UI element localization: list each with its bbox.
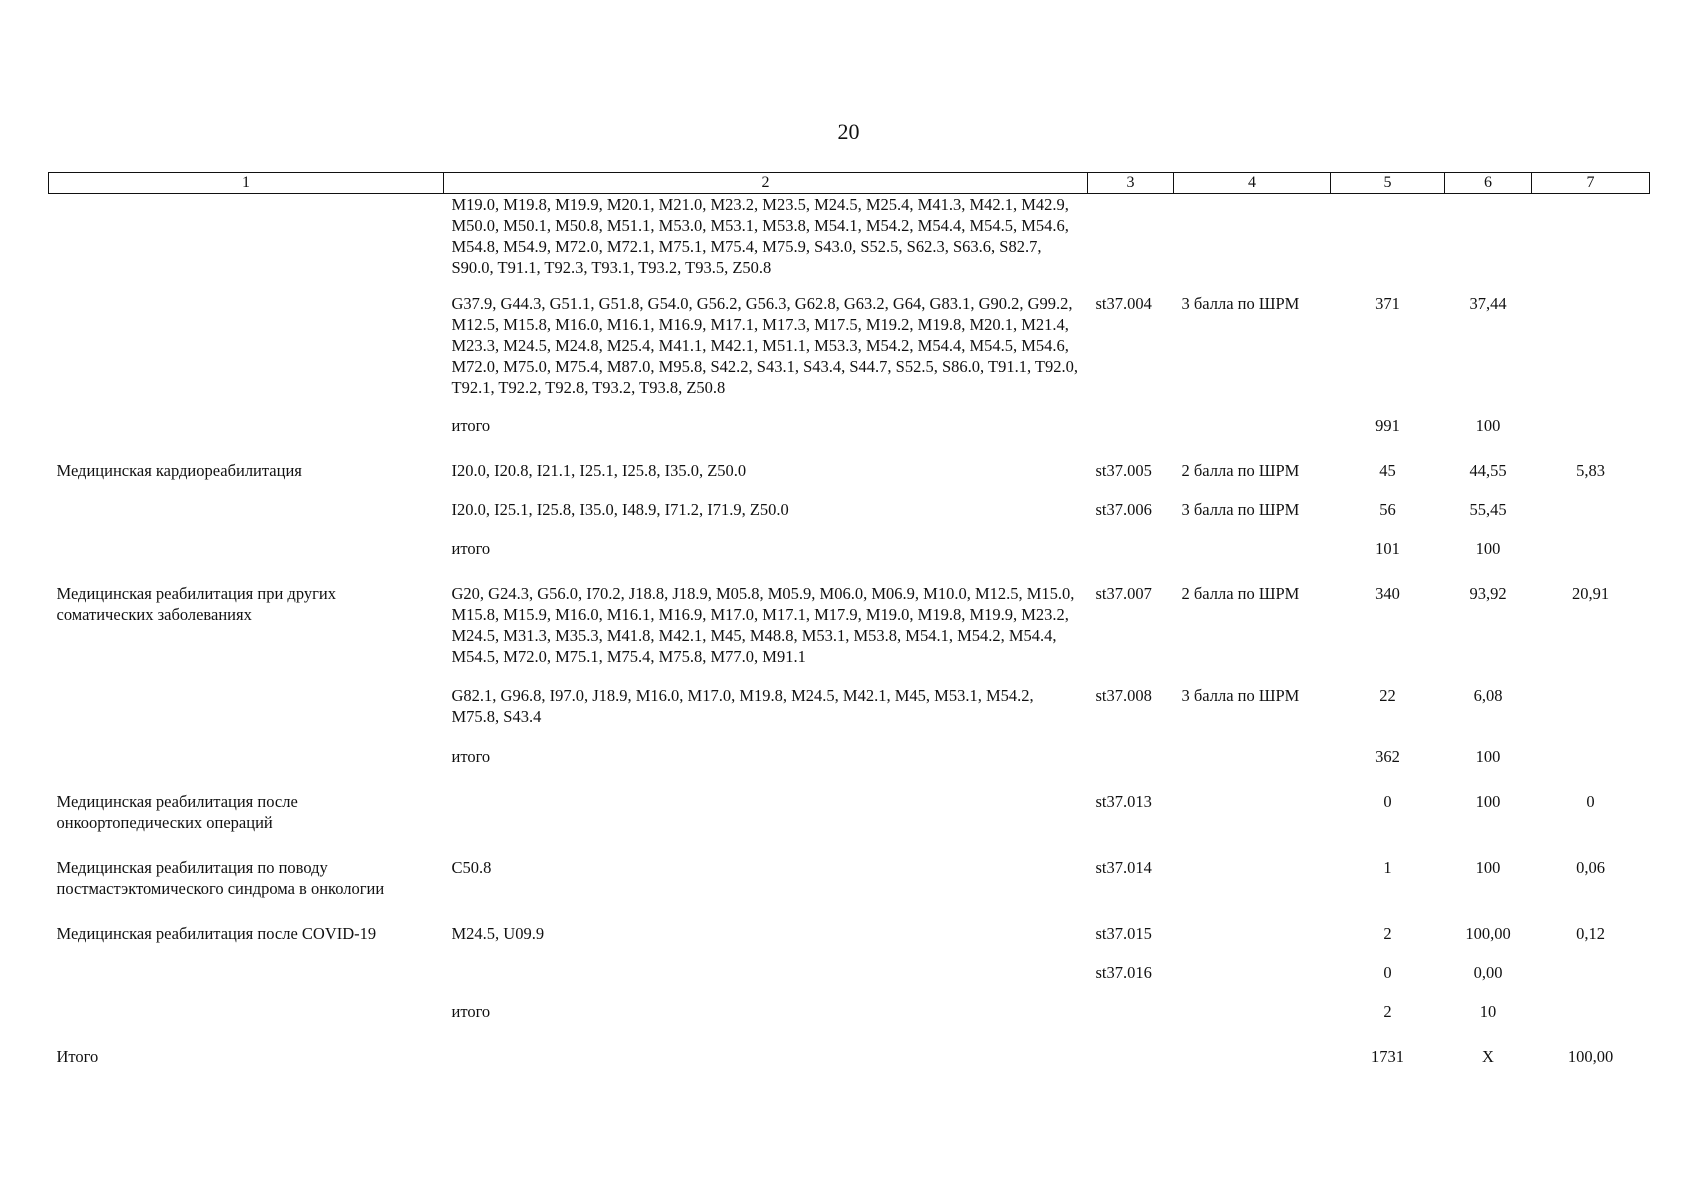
- cell-ksg-code: st37.013: [1095, 791, 1152, 811]
- cell-diagnosis-codes: итого: [451, 746, 491, 766]
- cell-criterion: [1174, 857, 1331, 923]
- cell-share: 37,44: [1469, 293, 1507, 313]
- table-row: [49, 791, 1650, 857]
- cell-criterion: [1174, 923, 1331, 962]
- cell-diagnosis-codes: итого: [451, 1001, 491, 1021]
- cell-ksg-code: st37.006: [1095, 499, 1152, 519]
- cell-criterion: [1174, 194, 1331, 293]
- cell-ksg-code: st37.008: [1095, 685, 1152, 705]
- cell-criterion: [1174, 962, 1331, 1001]
- cell-count: 56: [1379, 499, 1396, 519]
- column-header-7: 7: [1532, 173, 1650, 194]
- table-row: [49, 1046, 1650, 1076]
- cell-diagnosis-codes: [444, 791, 1088, 857]
- cell-diagnosis-codes: [444, 962, 1088, 1001]
- cell-rehab-type: Медицинская реабилитация после онкоортопедических операций: [56, 791, 298, 832]
- cell-rehab-type: Медицинская кардиореабилитация: [56, 460, 302, 480]
- cell-criterion: [1174, 1046, 1331, 1076]
- cell-count: 1731: [1371, 1046, 1404, 1066]
- cell-share: [1445, 194, 1532, 293]
- cell-ksg-code: [1088, 415, 1174, 460]
- cell-rehab-type: [49, 538, 444, 583]
- cell-share: 100: [1475, 746, 1501, 766]
- cell-ksg-code: [1088, 194, 1174, 293]
- cell-ksg-code: st37.014: [1095, 857, 1152, 877]
- cell-rehab-type: [49, 685, 444, 746]
- cell-total-share: [1532, 194, 1650, 293]
- data-table: [48, 172, 1650, 1076]
- cell-share: 100: [1475, 857, 1501, 877]
- table-row: [49, 460, 1650, 499]
- cell-rehab-type: [49, 1001, 444, 1046]
- column-header-2: 2: [444, 173, 1088, 194]
- cell-ksg-code: [1088, 538, 1174, 583]
- cell-share: 0,00: [1473, 962, 1503, 982]
- cell-total-share: [1532, 962, 1650, 1001]
- cell-count: 0: [1383, 962, 1392, 982]
- cell-rehab-type: [49, 962, 444, 1001]
- cell-count: 45: [1379, 460, 1396, 480]
- column-header-3: 3: [1088, 173, 1174, 194]
- cell-ksg-code: [1088, 746, 1174, 791]
- cell-ksg-code: st37.004: [1095, 293, 1152, 313]
- cell-total-share: [1532, 293, 1650, 415]
- cell-total-share: 20,91: [1571, 583, 1610, 603]
- cell-diagnosis-codes: [444, 1046, 1088, 1076]
- cell-ksg-code: [1088, 1046, 1174, 1076]
- cell-diagnosis-codes: C50.8: [451, 857, 492, 877]
- column-header-1: 1: [49, 173, 444, 194]
- column-header-6: 6: [1445, 173, 1532, 194]
- cell-criterion: [1174, 791, 1331, 857]
- cell-diagnosis-codes: I20.0, I20.8, I21.1, I25.1, I25.8, I35.0, Z50.0: [451, 460, 747, 480]
- cell-diagnosis-codes: G37.9, G44.3, G51.1, G51.8, G54.0, G56.2, G56.3, G62.8, G63.2, G64, G83.1, G90.2, G99.2, M12.5, M15.8, M16.0, M16.1, M16.9, M17.1, M17.3, M17.5, M19.2, M19.8, M20.1, M21.4, M23.3, M24.5, M24.8, M25.4, M41.1, M42.1, M51.1, M53.3, M54.2, M54.4, M54.5, M54.6, M72.0, M75.0, M75.4, M87.0, M95.8, S42.2, S43.1, S43.4, S44.7, S52.5, S86.0, T91.1, T92.0, T92.1, T92.2, T92.8, T93.2, T93.8, Z50.8: [451, 293, 1078, 397]
- cell-diagnosis-codes: M24.5, U09.9: [451, 923, 545, 943]
- cell-ksg-code: st37.007: [1095, 583, 1152, 603]
- cell-count: 2: [1383, 1001, 1392, 1021]
- cell-rehab-type: [49, 746, 444, 791]
- table-row: [49, 538, 1650, 583]
- cell-criterion: 3 балла по ШРМ: [1181, 293, 1300, 313]
- cell-rehab-type: Медицинская реабилитация по поводу постмастэктомического синдрома в онкологии: [56, 857, 385, 898]
- cell-share: 6,08: [1473, 685, 1503, 705]
- cell-count: 362: [1375, 746, 1400, 766]
- cell-total-share: 0: [1586, 791, 1595, 811]
- cell-diagnosis-codes: итого: [451, 538, 491, 558]
- cell-criterion: 3 балла по ШРМ: [1181, 499, 1300, 519]
- cell-diagnosis-codes: G82.1, G96.8, I97.0, J18.9, M16.0, M17.0, M19.8, M24.5, M42.1, M45, M53.1, M54.2, M75.8, S43.4: [451, 685, 1034, 726]
- table-row: [49, 746, 1650, 791]
- cell-count: 101: [1375, 538, 1400, 558]
- cell-total-share: 5,83: [1576, 460, 1605, 480]
- cell-count: 22: [1379, 685, 1396, 705]
- cell-ksg-code: [1088, 1001, 1174, 1046]
- table-row: [49, 499, 1650, 538]
- cell-total-share: [1532, 538, 1650, 583]
- table-row: [49, 685, 1650, 746]
- page-number: 20: [837, 119, 860, 144]
- cell-criterion: [1174, 1001, 1331, 1046]
- cell-diagnosis-codes: итого: [451, 415, 491, 435]
- cell-total-share: [1532, 1001, 1650, 1046]
- cell-count: 1: [1383, 857, 1392, 877]
- cell-share: 100: [1475, 538, 1501, 558]
- column-header-5: 5: [1331, 173, 1445, 194]
- table-row: [49, 415, 1650, 460]
- cell-count: 2: [1383, 923, 1392, 943]
- table-row: [49, 923, 1650, 962]
- cell-count: 991: [1375, 415, 1400, 435]
- cell-criterion: 2 балла по ШРМ: [1181, 460, 1300, 480]
- cell-total-share: 0,12: [1576, 923, 1605, 943]
- cell-share: 55,45: [1469, 499, 1507, 519]
- cell-ksg-code: st37.016: [1095, 962, 1152, 982]
- cell-total-share: [1532, 685, 1650, 746]
- table-row: [49, 857, 1650, 923]
- table-row: [49, 293, 1650, 415]
- cell-share: 44,55: [1469, 460, 1507, 480]
- cell-share: 100,00: [1465, 923, 1511, 943]
- cell-criterion: [1174, 746, 1331, 791]
- cell-share: X: [1482, 1046, 1494, 1066]
- cell-diagnosis-codes: M19.0, M19.8, M19.9, M20.1, M21.0, M23.2, M23.5, M24.5, M25.4, M41.3, M42.1, M42.9, M50.0, M50.1, M50.8, M51.1, M53.0, M53.1, M53.8, M54.1, M54.2, M54.4, M54.5, M54.6, M54.8, M54.9, M72.0, M72.1, M75.1, M75.4, M75.9, S43.0, S52.5, S62.3, S63.6, S82.7, S90.0, T91.1, T92.3, T93.1, T93.2, T93.5, Z50.8: [451, 195, 1069, 277]
- cell-rehab-type: [49, 415, 444, 460]
- cell-count: [1331, 194, 1445, 293]
- cell-criterion: [1174, 415, 1331, 460]
- cell-ksg-code: st37.005: [1095, 460, 1152, 480]
- cell-rehab-type: Медицинская реабилитация после COVID-19: [56, 923, 377, 943]
- cell-rehab-type: Итого: [56, 1046, 99, 1066]
- cell-total-share: [1532, 415, 1650, 460]
- table-row: [49, 1001, 1650, 1046]
- cell-total-share: 100,00: [1567, 1046, 1614, 1066]
- cell-total-share: 0,06: [1576, 857, 1605, 877]
- header-row: [49, 173, 1650, 194]
- cell-share: 100: [1475, 791, 1501, 811]
- cell-share: 10: [1479, 1001, 1497, 1021]
- cell-diagnosis-codes: I20.0, I25.1, I25.8, I35.0, I48.9, I71.2, I71.9, Z50.0: [451, 499, 789, 519]
- cell-count: 340: [1375, 583, 1400, 603]
- cell-total-share: [1532, 499, 1650, 538]
- cell-criterion: 2 балла по ШРМ: [1181, 583, 1300, 603]
- table-row: [49, 962, 1650, 1001]
- cell-rehab-type: [49, 194, 444, 293]
- table-row: [49, 194, 1650, 293]
- cell-rehab-type: [49, 499, 444, 538]
- cell-criterion: [1174, 538, 1331, 583]
- cell-count: 0: [1383, 791, 1392, 811]
- cell-criterion: 3 балла по ШРМ: [1181, 685, 1300, 705]
- cell-share: 100: [1475, 415, 1501, 435]
- cell-diagnosis-codes: G20, G24.3, G56.0, I70.2, J18.8, J18.9, M05.8, M05.9, M06.0, M06.9, M10.0, M12.5, M15.0, M15.8, M15.9, M16.0, M16.1, M16.9, M17.0, M17.1, M17.9, M19.0, M19.8, M19.9, M23.2, M24.5, M31.3, M35.3, M41.8, M42.1, M45, M48.8, M53.1, M53.8, M54.1, M54.2, M54.4, M54.5, M72.0, M75.1, M75.4, M75.8, M77.0, M91.1: [451, 583, 1075, 666]
- cell-share: 93,92: [1469, 583, 1507, 603]
- cell-ksg-code: st37.015: [1095, 923, 1152, 943]
- cell-total-share: [1532, 746, 1650, 791]
- cell-rehab-type: Медицинская реабилитация при других соматических заболеваниях: [56, 583, 336, 624]
- cell-count: 371: [1375, 293, 1400, 313]
- cell-rehab-type: [49, 293, 444, 415]
- column-header-4: 4: [1174, 173, 1331, 194]
- table-row: [49, 583, 1650, 685]
